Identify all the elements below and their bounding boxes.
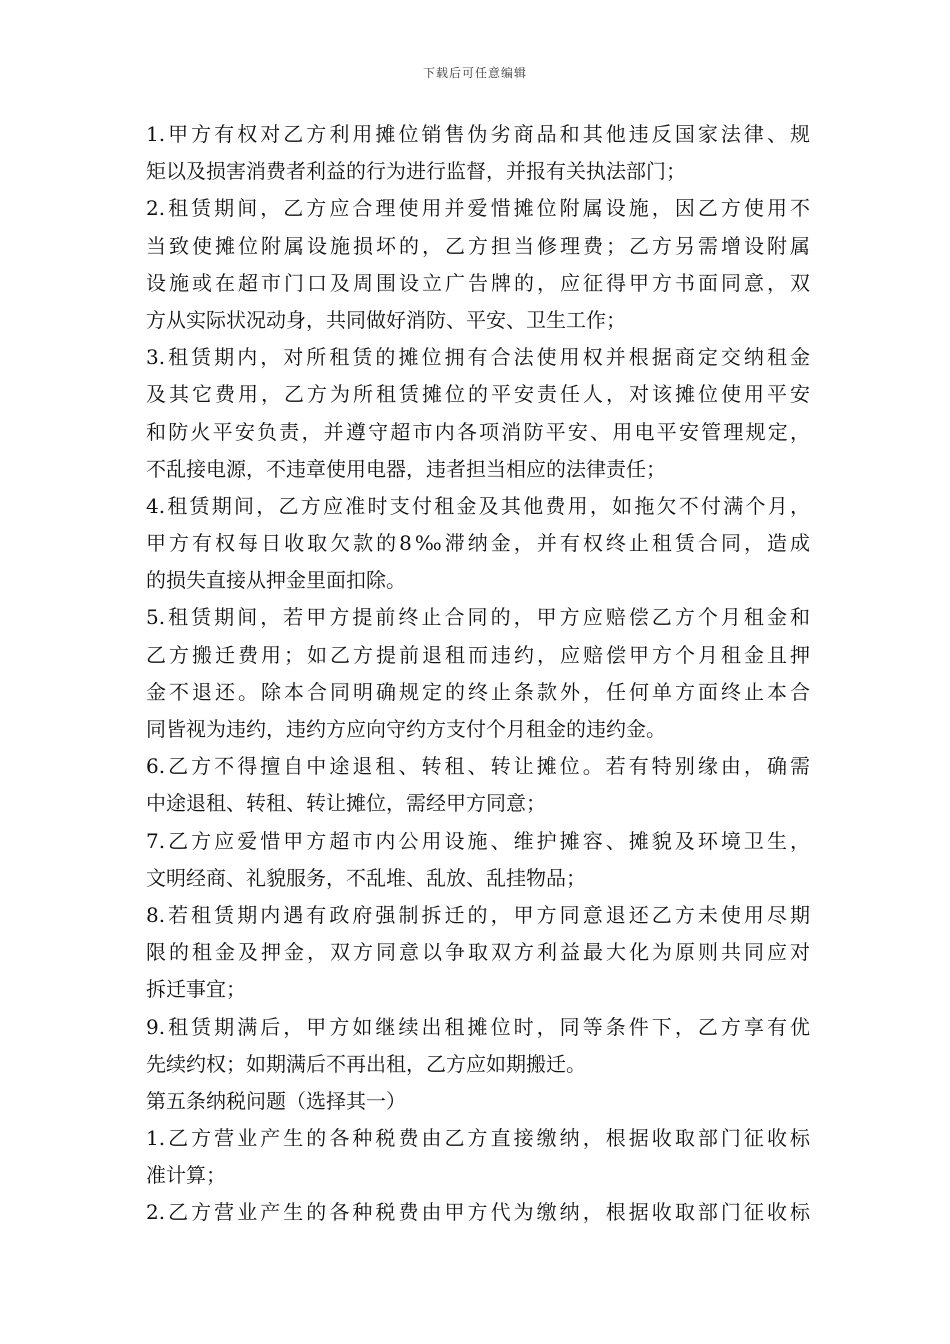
document-line: 准计算； [146,1163,226,1188]
document-line: 甲方有权每日收取欠款的8‰滞纳金，并有权终止租赁合同，造成 [146,531,810,556]
document-line: 及其它费用，乙方为所租赁摊位的平安责任人，对该摊位使用平安 [146,382,810,407]
document-line: 中途退租、转租、转让摊位，需经甲方同意； [146,791,546,816]
document-line: 2.租赁期间，乙方应合理使用并爱惜摊位附属设施，因乙方使用不 [146,196,810,221]
document-body [146,116,810,1232]
page-header: 下载后可任意编辑 [422,66,527,80]
document-line: 方从实际状况动身，共同做好消防、平安、卫生工作； [146,307,626,332]
document-line: 当致使摊位附属设施损坏的，乙方担当修理费；乙方另需增设附属 [146,233,810,258]
document-line: 8.若租赁期内遇有政府强制拆迁的，甲方同意退还乙方未使用尽期 [146,902,810,927]
document-line: 文明经商、礼貌服务，不乱堆、乱放、乱挂物品； [146,865,586,890]
document-line: 1.乙方营业产生的各种税费由乙方直接缴纳，根据收取部门征收标 [146,1126,810,1151]
document-line: 金不退还。除本合同明确规定的终止条款外，任何单方面终止本合 [146,679,810,704]
document-line: 拆迁事宜； [146,977,246,1002]
document-line: 先续约权；如期满后不再出租，乙方应如期搬迁。 [146,1051,586,1076]
document-line: 同皆视为违约，违约方应向守约方支付个月租金的违约金。 [146,717,666,741]
document-line: 矩以及损害消费者利益的行为进行监督，并报有关执法部门； [146,159,686,184]
document-line: 3.租赁期内，对所租赁的摊位拥有合法使用权并根据商定交纳租金 [146,345,810,370]
document-line: 限的租金及押金，双方同意以争取双方利益最大化为原则共同应对 [146,940,810,965]
document-line: 1.甲方有权对乙方利用摊位销售伪劣商品和其他违反国家法律、规 [146,122,810,146]
document-line: 的损失直接从押金里面扣除。 [146,568,406,593]
document-line: 和防火平安负责，并遵守超市内各项消防平安、用电平安管理规定， [146,419,810,444]
document-line: 5.租赁期间，若甲方提前终止合同的，甲方应赔偿乙方个月租金和 [146,605,810,630]
document-line: 9.租赁期满后，甲方如继续出租摊位时，同等条件下，乙方享有优 [146,1014,810,1039]
document-line: 乙方搬迁费用；如乙方提前退租而违约，应赔偿甲方个月租金且押 [146,642,810,667]
document-line: 6.乙方不得擅自中途退租、转租、转让摊位。若有特别缘由，确需 [146,754,810,779]
document-line: 2.乙方营业产生的各种税费由甲方代为缴纳，根据收取部门征收标 [146,1200,810,1225]
document-line: 7.乙方应爱惜甲方超市内公用设施、维护摊容、摊貌及环境卫生， [146,828,810,853]
document-line: 第五条纳税问题（选择其一） [146,1088,406,1113]
document-line: 不乱接电源，不违章使用电器，违者担当相应的法律责任； [146,456,666,481]
document-line: 设施或在超市门口及周围设立广告牌的，应征得甲方书面同意，双 [146,270,810,295]
document-line: 4.租赁期间，乙方应准时支付租金及其他费用，如拖欠不付满个月， [146,493,810,518]
